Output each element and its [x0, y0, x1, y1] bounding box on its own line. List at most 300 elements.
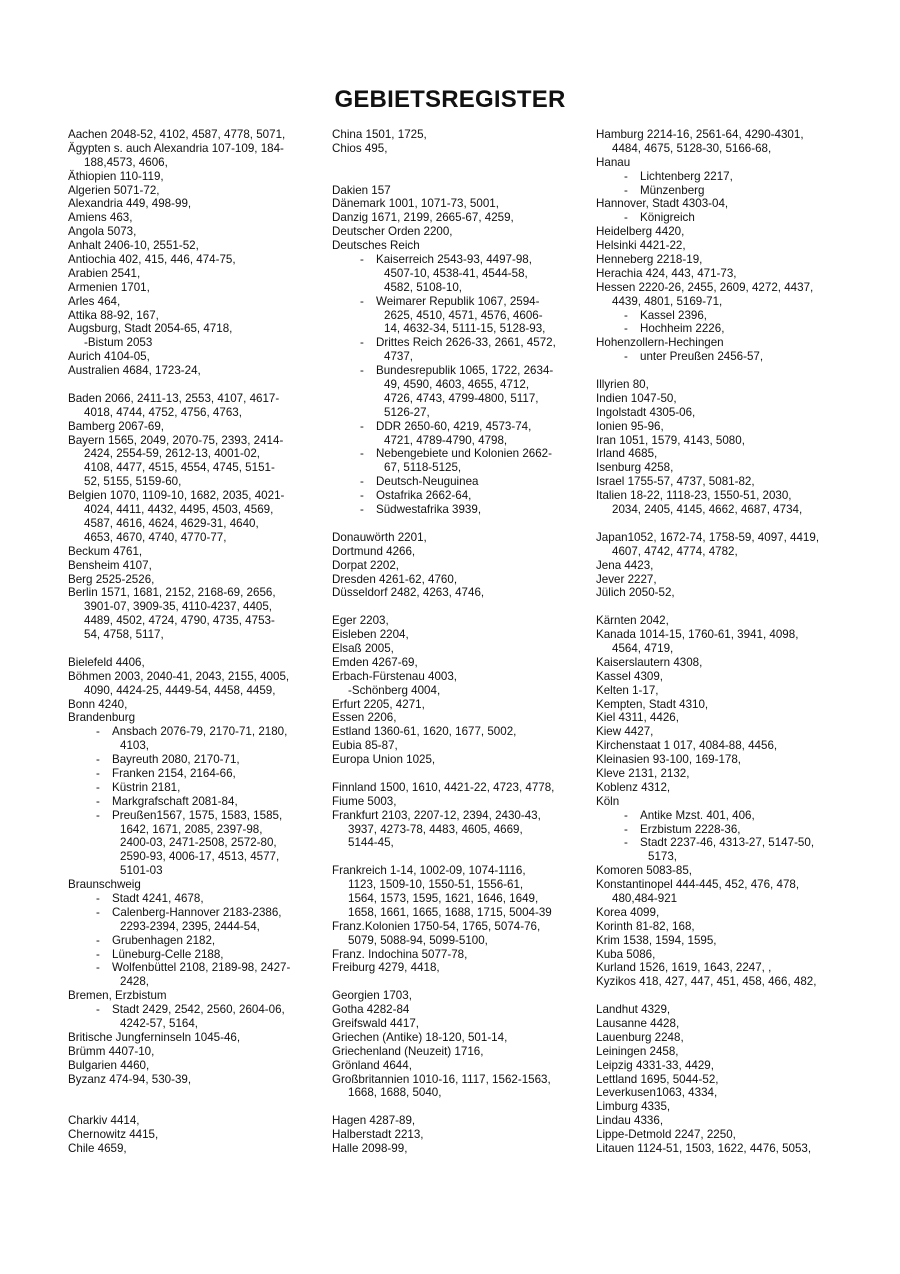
index-entry — [596, 1059, 834, 1073]
entry-text: Freiburg 4279, 4418, — [332, 961, 440, 975]
entry-text: Baden 2066, 2411-13, 2553, 4107, 4617- — [68, 391, 280, 405]
entry-text: 4726, 4743, 4799-4800, 5117, — [384, 391, 539, 405]
index-continuation — [68, 836, 308, 850]
index-entry — [596, 934, 834, 948]
index-continuation — [332, 684, 570, 698]
index-entry — [596, 420, 834, 434]
index-continuation — [68, 406, 308, 420]
entry-text: Kassel 2396, — [640, 308, 708, 322]
index-continuation — [68, 447, 308, 461]
entry-text: 4653, 4670, 4740, 4770-77, — [84, 530, 227, 544]
index-column-1 — [68, 128, 308, 1156]
entry-text: Ägypten s. auch Alexandria 107-109, 184- — [68, 141, 284, 155]
dash-marker: - — [624, 322, 628, 336]
index-entry — [68, 350, 308, 364]
entry-text: Aurich 4104-05, — [68, 350, 150, 364]
index-subentry — [68, 753, 308, 767]
index-entry — [68, 698, 308, 712]
index-continuation — [68, 850, 308, 864]
entry-text: Lichtenberg 2217, — [640, 169, 733, 183]
entry-text: Böhmen 2003, 2040-41, 2043, 2155, 4005, — [68, 669, 290, 683]
entry-text: Italien 18-22, 1118-23, 1550-51, 2030, — [596, 489, 792, 503]
entry-text: 4564, 4719, — [612, 641, 674, 655]
index-entry — [68, 295, 308, 309]
index-entry — [596, 781, 834, 795]
index-entry — [68, 489, 308, 503]
entry-text: Alexandria 449, 498-99, — [68, 197, 192, 211]
entry-text: Leiningen 2458, — [596, 1044, 679, 1058]
dash-marker: - — [360, 447, 364, 461]
entry-text: 2293-2394, 2395, 2444-54, — [120, 919, 260, 933]
index-continuation — [332, 350, 570, 364]
index-entry — [68, 1059, 308, 1073]
entry-text: 4507-10, 4538-41, 4544-58, — [384, 266, 528, 280]
blank-line — [332, 850, 570, 864]
entry-text: Markgrafschaft 2081-84, — [112, 794, 238, 808]
index-entry — [332, 642, 570, 656]
index-continuation — [68, 975, 308, 989]
entry-text: Charkiv 4414, — [68, 1114, 140, 1128]
entry-text: Lindau 4336, — [596, 1114, 664, 1128]
index-entry — [68, 545, 308, 559]
entry-text: Fiume 5003, — [332, 794, 397, 808]
index-continuation — [332, 378, 570, 392]
index-entry — [68, 392, 308, 406]
entry-text: Kirchenstaat 1 017, 4084-88, 4456, — [596, 739, 778, 753]
entry-text: Stadt 2237-46, 4313-27, 5147-50, — [640, 836, 815, 850]
entry-text: Iran 1051, 1579, 4143, 5080, — [596, 433, 745, 447]
entry-text: Kempten, Stadt 4310, — [596, 697, 709, 711]
dash-marker: - — [96, 905, 100, 919]
index-continuation — [68, 156, 308, 170]
index-entry — [596, 573, 834, 587]
entry-text: Jever 2227, — [596, 572, 657, 586]
index-entry — [68, 267, 308, 281]
index-entry — [68, 281, 308, 295]
index-entry — [68, 878, 308, 892]
entry-text: Kärnten 2042, — [596, 614, 669, 628]
index-continuation — [332, 281, 570, 295]
entry-text: Jülich 2050-52, — [596, 586, 675, 600]
index-subentry — [332, 503, 570, 517]
entry-text: 480,484-921 — [612, 891, 678, 905]
index-entry — [332, 128, 570, 142]
dash-marker: - — [96, 766, 100, 780]
entry-text: 2428, — [120, 975, 150, 989]
entry-text: Hochheim 2226, — [640, 322, 725, 336]
index-entry — [596, 878, 834, 892]
index-continuation — [332, 309, 570, 323]
entry-text: Byzanz 474-94, 530-39, — [68, 1072, 192, 1086]
blank-line — [332, 1100, 570, 1114]
index-entry — [68, 1142, 308, 1156]
entry-text: Koblenz 4312, — [596, 780, 671, 794]
index-entry — [68, 239, 308, 253]
index-entry — [332, 1045, 570, 1059]
entry-text: Stadt 2429, 2542, 2560, 2604-06, — [112, 1003, 285, 1017]
entry-text: Britische Jungferninseln 1045-46, — [68, 1030, 241, 1044]
entry-text: Königreich — [640, 211, 695, 225]
index-entry — [332, 948, 570, 962]
index-entry — [596, 1003, 834, 1017]
entry-text: 3901-07, 3909-35, 4110-4237, 4405, — [84, 600, 273, 614]
entry-text: 4607, 4742, 4774, 4782, — [612, 544, 738, 558]
index-entry — [332, 864, 570, 878]
entry-text: Kurland 1526, 1619, 1643, 2247, , — [596, 961, 772, 975]
entry-text: Lettland 1695, 5044-52, — [596, 1072, 719, 1086]
index-subentry — [332, 475, 570, 489]
dash-marker: - — [96, 808, 100, 822]
blank-line — [332, 156, 570, 170]
entry-text: Kaiserreich 2543-93, 4497-98, — [376, 253, 532, 267]
entry-text: Brandenburg — [68, 711, 136, 725]
index-entry — [596, 281, 834, 295]
blank-line — [68, 1100, 308, 1114]
entry-text: Kleve 2131, 2132, — [596, 766, 690, 780]
dash-marker: - — [624, 350, 628, 364]
entry-text: 1123, 1509-10, 1550-51, 1556-61, — [348, 878, 524, 892]
dash-marker: - — [360, 489, 364, 503]
index-subentry — [68, 725, 308, 739]
entry-text: Donauwörth 2201, — [332, 530, 427, 544]
index-entry — [332, 1073, 570, 1087]
entry-text: Estland 1360-61, 1620, 1677, 5002, — [332, 725, 517, 739]
index-continuation — [68, 531, 308, 545]
index-entry — [68, 559, 308, 573]
entry-text: Kuba 5086, — [596, 947, 656, 961]
entry-text: Korinth 81-82, 168, — [596, 919, 695, 933]
entry-text: Konstantinopel 444-445, 452, 476, 478, — [596, 878, 800, 892]
entry-text: Kiel 4311, 4426, — [596, 711, 679, 725]
index-subentry — [68, 892, 308, 906]
entry-text: Braunschweig — [68, 878, 141, 892]
entry-text: Griechenland (Neuzeit) 1716, — [332, 1044, 484, 1058]
dash-marker: - — [624, 822, 628, 836]
entry-text: Köln — [596, 794, 620, 808]
entry-text: Eubia 85-87, — [332, 739, 398, 753]
entry-text: Bayreuth 2080, 2170-71, — [112, 753, 240, 767]
entry-text: Kassel 4309, — [596, 669, 664, 683]
entry-text: 2424, 2554-59, 2612-13, 4001-02, — [84, 447, 260, 461]
index-entry — [332, 614, 570, 628]
index-subentry — [332, 489, 570, 503]
index-entry — [68, 1031, 308, 1045]
index-entry — [596, 392, 834, 406]
dash-marker: - — [96, 947, 100, 961]
index-entry — [68, 989, 308, 1003]
entry-text: Kanada 1014-15, 1760-61, 3941, 4098, — [596, 628, 799, 642]
index-entry — [332, 545, 570, 559]
entry-text: Küstrin 2181, — [112, 780, 181, 794]
entry-text: 4582, 5108-10, — [384, 280, 463, 294]
index-entry — [332, 1114, 570, 1128]
dash-marker: - — [96, 753, 100, 767]
entry-text: Emden 4267-69, — [332, 655, 418, 669]
index-subentry — [596, 309, 834, 323]
entry-text: 4587, 4616, 4624, 4629-31, 4640, — [84, 516, 259, 530]
index-continuation — [68, 503, 308, 517]
entry-text: -Bistum 2053 — [84, 336, 153, 350]
entry-text: 5144-45, — [348, 836, 394, 850]
index-continuation — [68, 739, 308, 753]
index-continuation — [68, 517, 308, 531]
blank-line — [68, 378, 308, 392]
entry-text: Australien 4684, 1723-24, — [68, 364, 201, 378]
index-entry — [332, 573, 570, 587]
entry-text: Hessen 2220-26, 2455, 2609, 4272, 4437, — [596, 280, 814, 294]
entry-text: Europa Union 1025, — [332, 753, 436, 767]
entry-text: Belgien 1070, 1109-10, 1682, 2035, 4021- — [68, 489, 285, 503]
index-entry — [332, 711, 570, 725]
entry-text: unter Preußen 2456-57, — [640, 350, 764, 364]
dash-marker: - — [96, 961, 100, 975]
entry-text: Äthiopien 110-119, — [68, 169, 164, 183]
dash-marker: - — [624, 808, 628, 822]
index-subentry — [68, 767, 308, 781]
index-subentry — [596, 211, 834, 225]
index-entry — [596, 614, 834, 628]
index-entry — [596, 475, 834, 489]
index-entry — [68, 142, 308, 156]
index-continuation — [596, 892, 834, 906]
entry-text: Lippe-Detmold 2247, 2250, — [596, 1128, 736, 1142]
entry-text: 188,4573, 4606, — [84, 155, 168, 169]
entry-text: 4484, 4675, 5128-30, 5166-68, — [612, 141, 772, 155]
index-entry — [596, 336, 834, 350]
entry-text: Bielefeld 4406, — [68, 655, 145, 669]
index-entry — [332, 795, 570, 809]
index-continuation — [68, 823, 308, 837]
index-entry — [68, 211, 308, 225]
index-entry — [68, 322, 308, 336]
index-entry — [596, 156, 834, 170]
entry-text: Ingolstadt 4305-06, — [596, 405, 696, 419]
entry-text: Bundesrepublik 1065, 1722, 2634- — [376, 364, 554, 378]
entry-text: Brümm 4407-10, — [68, 1044, 155, 1058]
entry-text: 4439, 4801, 5169-71, — [612, 294, 723, 308]
index-entry — [596, 711, 834, 725]
index-entry — [68, 170, 308, 184]
index-entry — [332, 1031, 570, 1045]
entry-text: Arles 464, — [68, 294, 121, 308]
index-subentry — [596, 809, 834, 823]
dash-marker: - — [624, 836, 628, 850]
index-entry — [332, 1017, 570, 1031]
index-subentry — [68, 934, 308, 948]
entry-text: Griechen (Antike) 18-120, 501-14, — [332, 1030, 508, 1044]
index-entry — [332, 1128, 570, 1142]
entry-text: Anhalt 2406-10, 2551-52, — [68, 239, 199, 253]
entry-text: Dortmund 4266, — [332, 544, 416, 558]
entry-text: Halberstadt 2213, — [332, 1128, 424, 1142]
index-entry — [332, 753, 570, 767]
entry-text: Eisleben 2204, — [332, 628, 409, 642]
index-continuation — [68, 684, 308, 698]
entry-text: Dänemark 1001, 1071-73, 5001, — [332, 197, 499, 211]
entry-text: -Schönberg 4004, — [348, 683, 441, 697]
index-subentry — [332, 253, 570, 267]
index-continuation — [332, 1086, 570, 1100]
index-continuation — [68, 920, 308, 934]
index-entry — [332, 559, 570, 573]
index-entry — [332, 698, 570, 712]
index-entry — [596, 948, 834, 962]
entry-text: 4489, 4502, 4724, 4790, 4735, 4753- — [84, 614, 275, 628]
entry-text: Bensheim 4107, — [68, 558, 152, 572]
blank-line — [596, 600, 834, 614]
index-subentry — [68, 948, 308, 962]
entry-text: Bulgarien 4460, — [68, 1058, 150, 1072]
entry-text: Deutsch-Neuguinea — [376, 475, 479, 489]
dash-marker: - — [624, 211, 628, 225]
entry-text: Antiochia 402, 415, 446, 474-75, — [68, 253, 236, 267]
index-entry — [68, 1128, 308, 1142]
index-entry — [68, 309, 308, 323]
index-entry — [596, 961, 834, 975]
index-entry — [596, 670, 834, 684]
entry-text: Hagen 4287-89, — [332, 1114, 416, 1128]
entry-text: Armenien 1701, — [68, 280, 150, 294]
index-subentry — [68, 781, 308, 795]
index-continuation — [332, 906, 570, 920]
entry-text: Kiew 4427, — [596, 725, 654, 739]
index-continuation — [596, 503, 834, 517]
entry-text: 5101-03 — [120, 864, 163, 878]
entry-text: 2625, 4510, 4571, 4576, 4606- — [384, 308, 543, 322]
entry-text: 5079, 5088-94, 5099-5100, — [348, 933, 488, 947]
index-entry — [332, 628, 570, 642]
index-subentry — [332, 336, 570, 350]
entry-text: Lausanne 4428, — [596, 1017, 680, 1030]
dash-marker: - — [624, 169, 628, 183]
entry-text: Lüneburg-Celle 2188, — [112, 947, 224, 961]
dash-marker: - — [96, 891, 100, 905]
index-entry — [596, 447, 834, 461]
index-entry — [596, 253, 834, 267]
entry-text: Algerien 5071-72, — [68, 183, 160, 197]
index-entry — [596, 531, 834, 545]
index-continuation — [596, 545, 834, 559]
index-entry — [68, 1045, 308, 1059]
index-entry — [68, 670, 308, 684]
index-subentry — [596, 170, 834, 184]
entry-text: Deutscher Orden 2200, — [332, 225, 453, 239]
blank-line — [68, 1086, 308, 1100]
index-continuation — [332, 267, 570, 281]
index-entry — [596, 1100, 834, 1114]
entry-text: 52, 5155, 5159-60, — [84, 475, 182, 489]
index-entry — [332, 142, 570, 156]
entry-text: Heidelberg 4420, — [596, 225, 685, 239]
entry-text: Finnland 1500, 1610, 4421-22, 4723, 4778, — [332, 780, 555, 794]
entry-text: Bremen, Erzbistum — [68, 989, 167, 1003]
index-column-2 — [332, 128, 570, 1156]
index-entry — [596, 864, 834, 878]
index-entry — [596, 128, 834, 142]
entry-text: 4103, — [120, 739, 150, 753]
index-subentry — [596, 350, 834, 364]
dash-marker: - — [96, 725, 100, 739]
entry-text: Chios 495, — [332, 141, 388, 155]
index-continuation — [68, 336, 308, 350]
entry-text: 3937, 4273-78, 4483, 4605, 4669, — [348, 822, 523, 836]
entry-text: 4108, 4477, 4515, 4554, 4745, 5151- — [84, 461, 275, 475]
index-continuation — [68, 475, 308, 489]
index-entry — [332, 1142, 570, 1156]
index-entry — [68, 253, 308, 267]
entry-text: Hannover, Stadt 4303-04, — [596, 197, 729, 211]
index-entry — [332, 920, 570, 934]
entry-text: 4242-57, 5164, — [120, 1017, 199, 1030]
entry-text: 4024, 4411, 4432, 4495, 4503, 4569, — [84, 503, 274, 517]
index-entry — [596, 975, 834, 989]
entry-text: Preußen1567, 1575, 1583, 1585, — [112, 808, 283, 822]
entry-text: 54, 4758, 5117, — [84, 628, 164, 642]
entry-text: Kyzikos 418, 427, 447, 451, 458, 466, 482, — [596, 975, 817, 989]
entry-text: Dorpat 2202, — [332, 558, 400, 572]
index-continuation — [68, 461, 308, 475]
index-entry — [68, 656, 308, 670]
index-subentry — [68, 906, 308, 920]
index-entry — [596, 489, 834, 503]
entry-text: Calenberg-Hannover 2183-2386, — [112, 905, 282, 919]
index-entry — [68, 1114, 308, 1128]
entry-text: 5126-27, — [384, 405, 430, 419]
index-entry — [68, 1073, 308, 1087]
entry-text: 14, 4632-34, 5111-15, 5128-93, — [384, 322, 546, 336]
entry-text: Antike Mzst. 401, 406, — [640, 808, 755, 822]
index-continuation — [68, 864, 308, 878]
blank-line — [332, 975, 570, 989]
entry-text: Kaiserslautern 4308, — [596, 655, 703, 669]
entry-text: Düsseldorf 2482, 4263, 4746, — [332, 586, 485, 600]
dash-marker: - — [624, 183, 628, 197]
index-entry — [596, 753, 834, 767]
entry-text: Elsaß 2005, — [332, 641, 394, 655]
index-continuation — [596, 642, 834, 656]
index-entry — [596, 1086, 834, 1100]
blank-line — [332, 170, 570, 184]
entry-text: Berlin 1571, 1681, 2152, 2168-69, 2656, — [68, 586, 276, 600]
index-entry — [332, 225, 570, 239]
index-entry — [596, 1128, 834, 1142]
dash-marker: - — [96, 794, 100, 808]
dash-marker: - — [360, 364, 364, 378]
index-entry — [596, 739, 834, 753]
entry-text: DDR 2650-60, 4219, 4573-74, — [376, 419, 532, 433]
index-entry — [596, 1142, 834, 1156]
index-continuation — [332, 392, 570, 406]
entry-text: Irland 4685, — [596, 447, 658, 461]
index-entry — [68, 420, 308, 434]
index-subentry — [596, 184, 834, 198]
entry-text: Isenburg 4258, — [596, 461, 674, 475]
entry-text: 67, 5118-5125, — [384, 461, 462, 475]
entry-text: Grubenhagen 2182, — [112, 933, 216, 947]
entry-text: Drittes Reich 2626-33, 2661, 4572, — [376, 336, 556, 350]
entry-text: Arabien 2541, — [68, 266, 141, 280]
index-entry — [68, 184, 308, 198]
dash-marker: - — [360, 294, 364, 308]
entry-text: Frankreich 1-14, 1002-09, 1074-1116, — [332, 864, 526, 878]
entry-text: Frankfurt 2103, 2207-12, 2394, 2430-43, — [332, 808, 541, 822]
entry-text: Franz. Indochina 5077-78, — [332, 947, 468, 961]
index-entry — [596, 461, 834, 475]
blank-line — [332, 600, 570, 614]
index-subentry — [596, 836, 834, 850]
index-continuation — [332, 406, 570, 420]
index-entry — [68, 197, 308, 211]
